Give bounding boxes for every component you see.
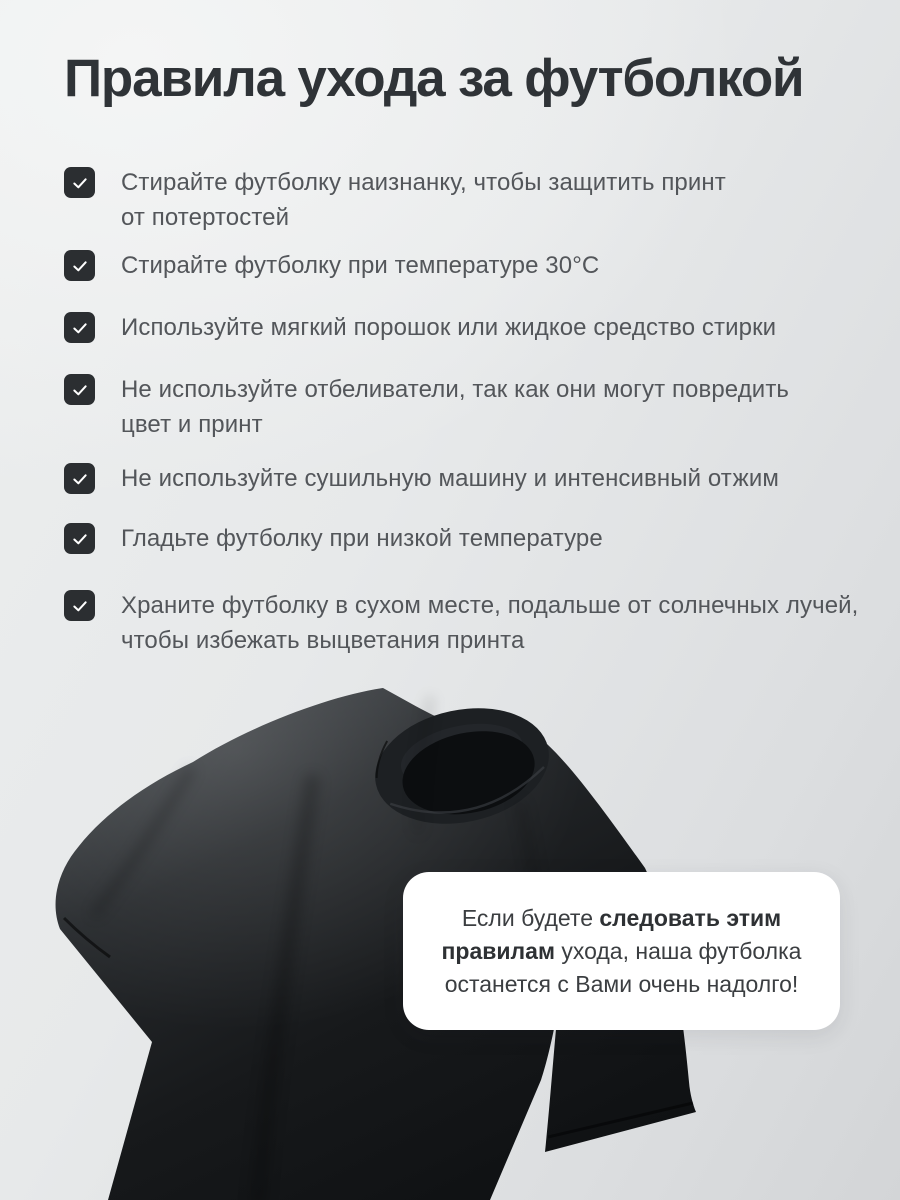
checklist-item-text: Храните футболку в сухом месте, подальше от солнечных лучей, чтобы избежать выцветания принта (121, 592, 859, 654)
checkbox-checked-icon (64, 374, 95, 405)
callout-regular-text: Если будете (461, 904, 600, 931)
checklist-item (64, 588, 858, 658)
checklist-item (64, 248, 599, 283)
checkbox-checked-icon (64, 523, 95, 554)
page-title: Правила ухода за футболкой (64, 49, 804, 108)
checklist-item (64, 521, 603, 556)
callout-text (427, 902, 816, 1001)
callout-bubble (403, 872, 840, 1030)
checkbox-checked-icon (64, 463, 95, 494)
checklist-item (64, 165, 726, 235)
checklist-item (64, 310, 776, 345)
callout-regular-text: ухода, наша футболка останется с Вами очень надолго! (444, 937, 802, 997)
checklist-item-text: Используйте мягкий порошок или жидкое средство стирки (121, 314, 777, 341)
checklist-item (64, 372, 789, 442)
checklist-item (64, 461, 779, 496)
checklist-item-text: Гладьте футболку при низкой температуре (121, 525, 603, 552)
checklist-item-text: Не используйте отбеливатели, так как они могут повредить цвет и принт (121, 376, 790, 438)
checklist-item-text: Стирайте футболку наизнанку, чтобы защитить принт от потертостей (121, 169, 726, 231)
checklist-item-text: Стирайте футболку при температуре 30°C (121, 252, 600, 279)
callout-bold-text: следовать этим правилам (441, 904, 782, 964)
checkbox-checked-icon (64, 250, 95, 281)
checkbox-checked-icon (64, 312, 95, 343)
checkbox-checked-icon (64, 590, 95, 621)
checklist-item-text: Не используйте сушильную машину и интенсивный отжим (121, 465, 779, 492)
checkbox-checked-icon (64, 167, 95, 198)
